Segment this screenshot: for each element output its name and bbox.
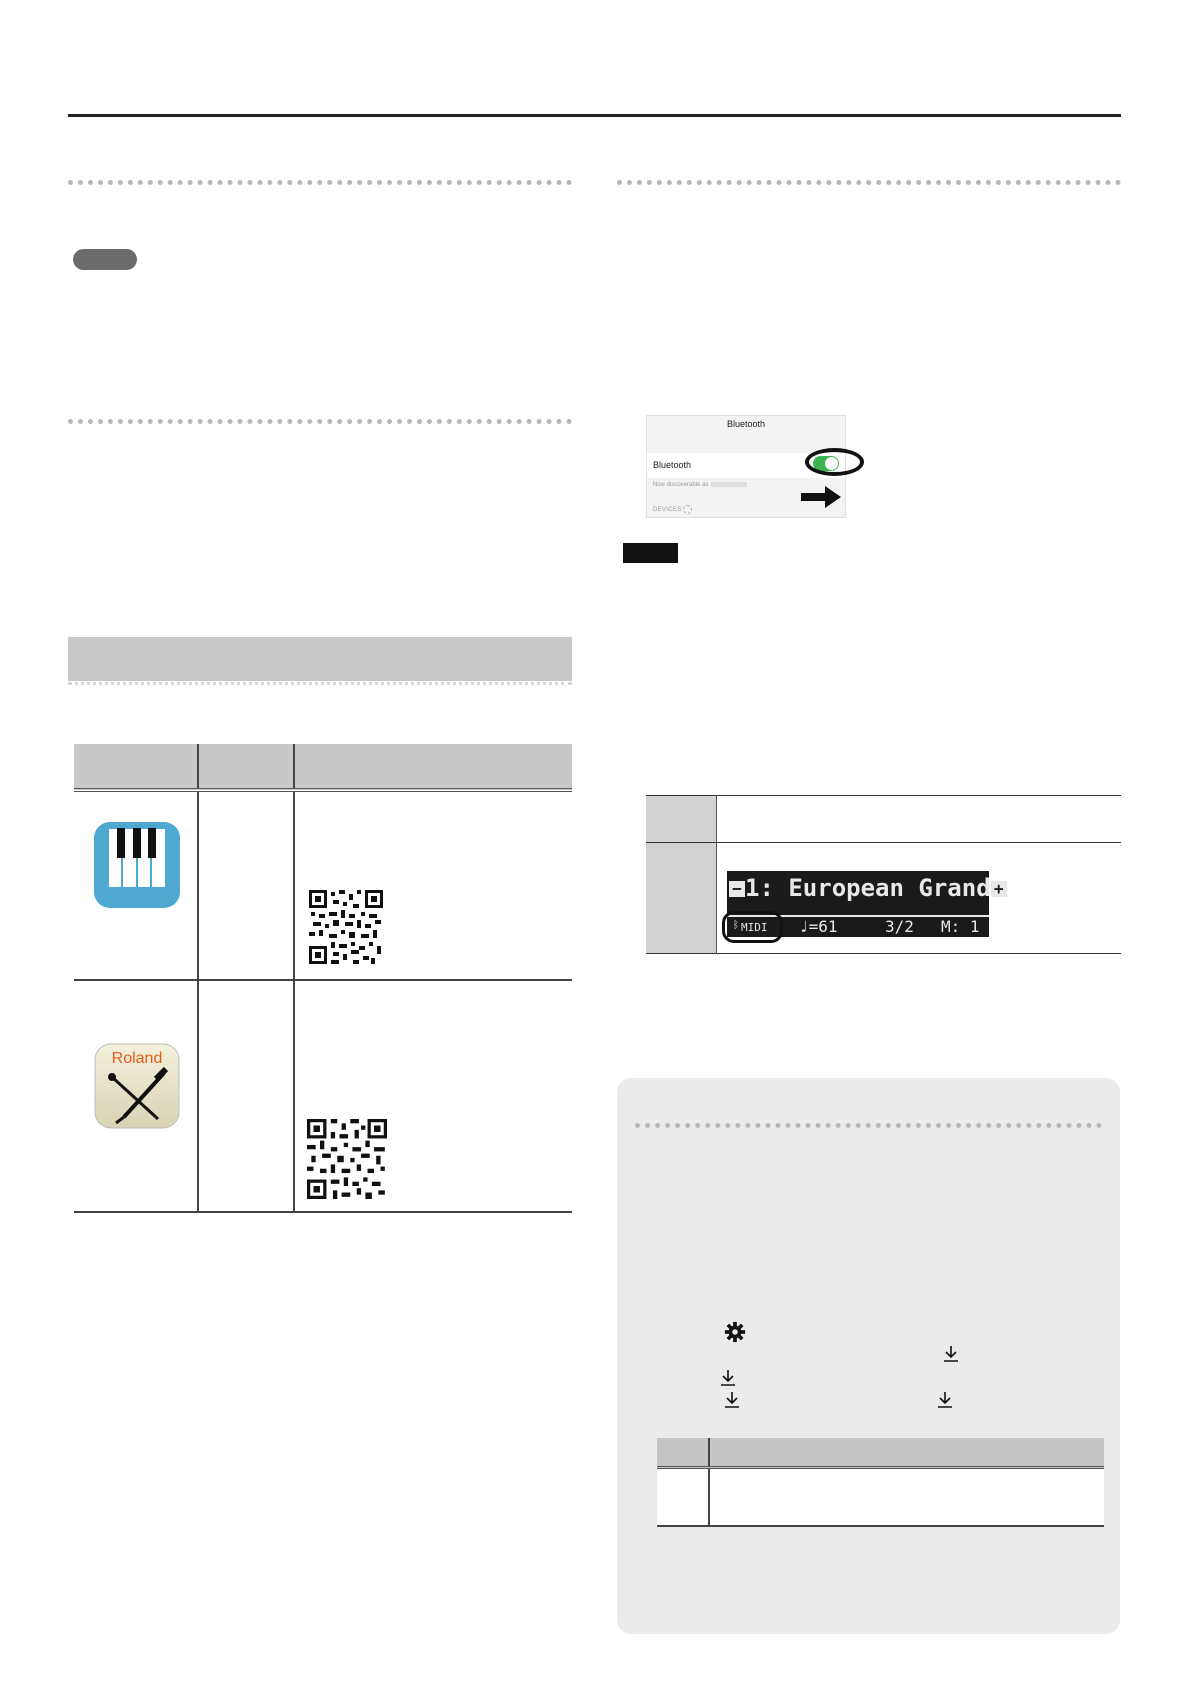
tone-name: 1: European Grand <box>745 874 991 902</box>
download-icon <box>723 1391 741 1409</box>
app-icon-cell <box>74 980 198 1212</box>
roland-app-icon[interactable] <box>94 1043 180 1129</box>
tempo-value: ♩=61 <box>799 917 838 936</box>
bt-row-label: Bluetooth <box>653 460 692 470</box>
sidebar-table <box>657 1438 1104 1527</box>
table-cell <box>294 790 572 980</box>
table-cell <box>717 796 1122 843</box>
header-rule <box>68 114 1121 117</box>
measure-value: M: 1 <box>941 917 980 936</box>
bt-devices-label: DEVICES <box>653 505 692 514</box>
bt-discoverable-text: Now discoverable as <box>653 482 747 488</box>
highlight-circle <box>805 448 864 476</box>
qr-code-icon <box>307 1119 387 1199</box>
table-cell <box>198 790 294 980</box>
memo-tag <box>623 543 678 563</box>
bluetooth-icon: ᛒ <box>733 920 739 931</box>
section-divider <box>68 180 572 185</box>
minus-icon: − <box>729 881 745 897</box>
table-row <box>74 980 572 1212</box>
midi-indicator: MIDI <box>741 921 768 934</box>
download-icon <box>942 1345 960 1363</box>
section-divider <box>617 180 1121 185</box>
plus-icon: + <box>991 881 1007 897</box>
qr-code-icon <box>309 890 383 964</box>
download-icon <box>936 1391 954 1409</box>
gear-icon <box>724 1321 746 1343</box>
apps-table-header <box>294 744 572 790</box>
app-icon-cell <box>74 790 198 980</box>
highlight-oval <box>722 911 783 943</box>
section-divider <box>68 419 572 424</box>
roland-logo-text: Roland <box>111 1050 163 1067</box>
table-cell <box>294 980 572 1212</box>
arrow-right-icon <box>801 486 841 508</box>
section-banner <box>68 637 572 681</box>
table-cell <box>198 980 294 1212</box>
table-row <box>646 796 1121 843</box>
table-row <box>74 790 572 980</box>
apps-table <box>74 744 572 1213</box>
piano-app-icon[interactable] <box>94 822 180 908</box>
sidebar-box <box>617 1078 1120 1634</box>
section-divider <box>635 1123 1102 1128</box>
table-header-cell <box>646 796 717 843</box>
table-cell <box>709 1468 1104 1527</box>
beat-value: 3/2 <box>885 917 914 936</box>
apps-table-header <box>74 744 198 790</box>
apps-table-header <box>198 744 294 790</box>
lcd-tone-line <box>729 874 1004 902</box>
table-header-cell <box>657 1438 709 1468</box>
table-header-cell <box>709 1438 1104 1468</box>
table-cell <box>657 1468 709 1527</box>
table-header-cell <box>646 843 717 954</box>
download-icon <box>719 1369 737 1387</box>
bt-screen-title: Bluetooth <box>726 419 766 429</box>
note-tag <box>73 249 137 270</box>
table-header-row <box>657 1438 1104 1468</box>
bluetooth-settings-screenshot <box>646 415 846 518</box>
table-row <box>657 1468 1104 1527</box>
